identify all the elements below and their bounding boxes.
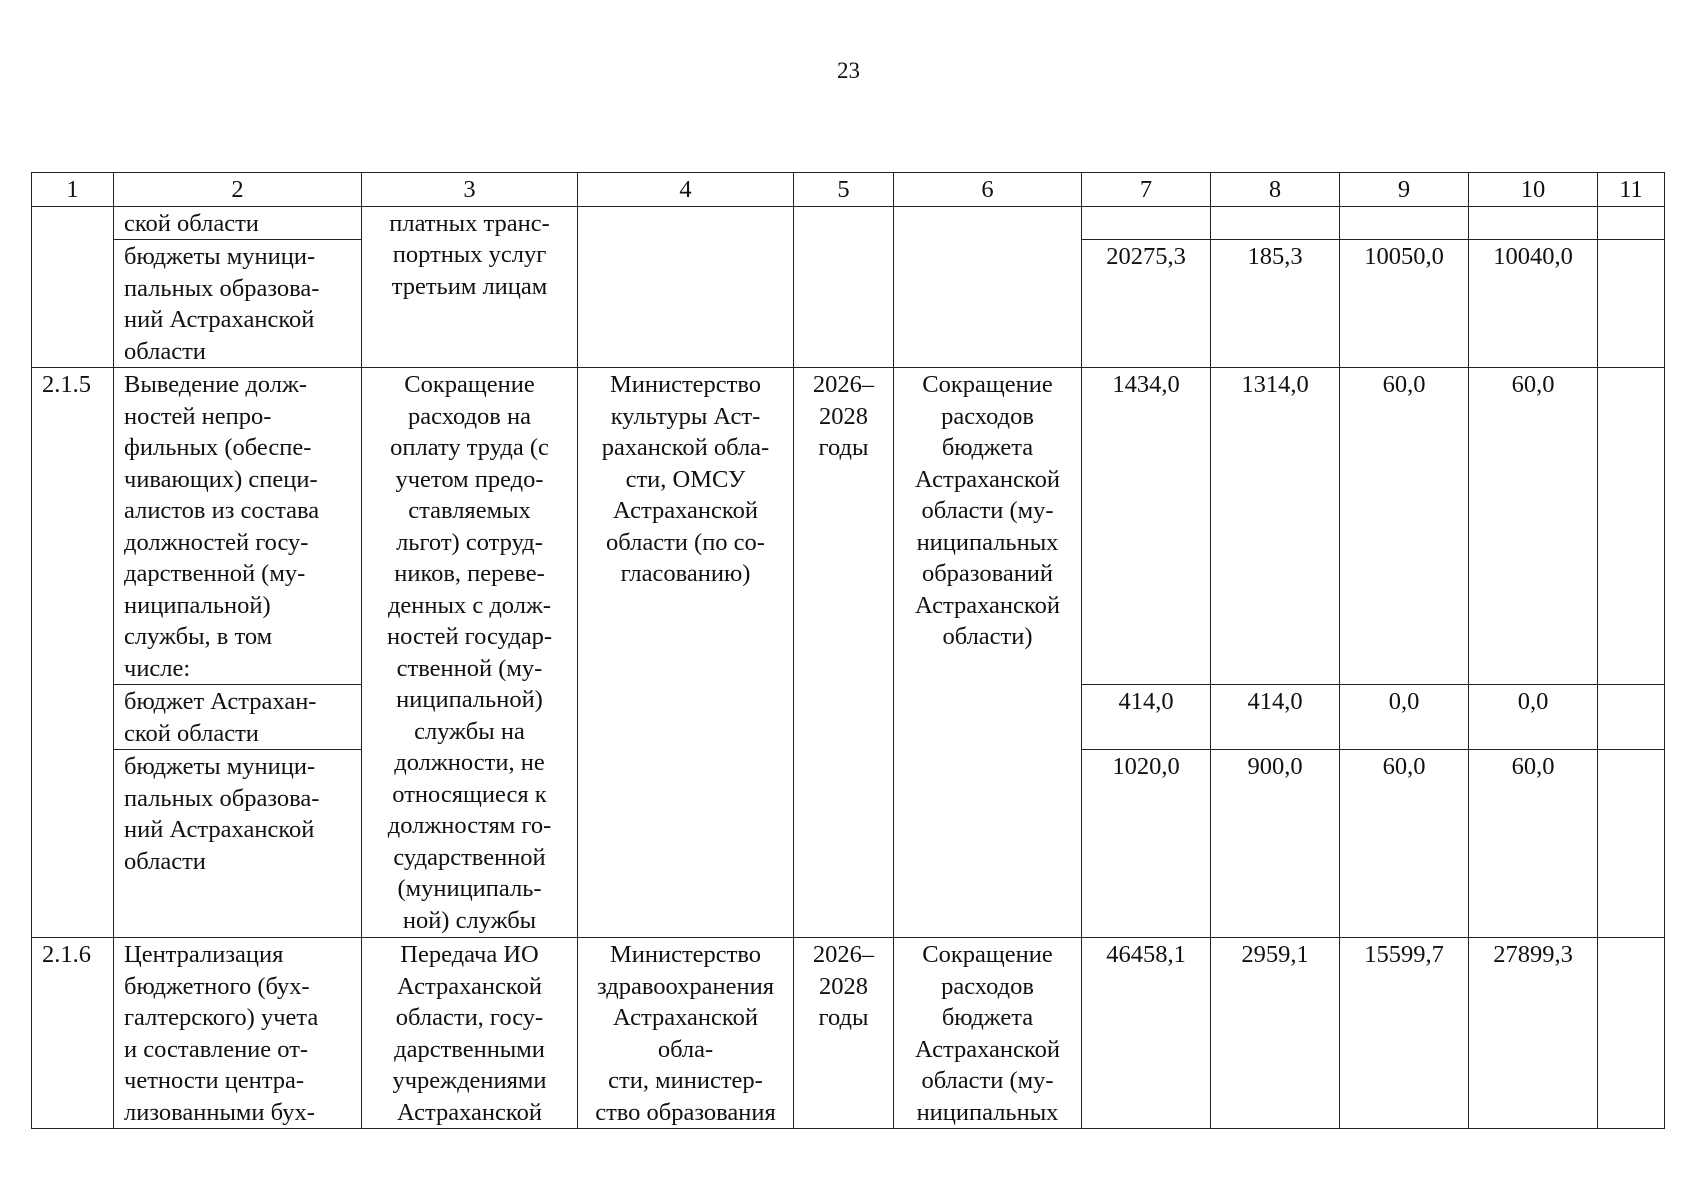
column-number: 8	[1211, 173, 1340, 207]
column-number: 4	[578, 173, 794, 207]
page-number: 23	[837, 58, 860, 83]
column-number: 1	[32, 173, 114, 207]
value-cell: 414,0	[1082, 685, 1211, 750]
expected-result-cell: платных транс- портных услуг третьим лицам	[362, 206, 578, 368]
table-row	[32, 206, 1665, 240]
value-cell: 900,0	[1211, 750, 1340, 938]
executor-cell: Министерство здравоохранения Астраханской обла- сти, министер- ство образования	[578, 938, 794, 1129]
value-cell	[1469, 206, 1598, 240]
value-cell: 0,0	[1469, 685, 1598, 750]
funding-source-cell: ской области	[114, 206, 362, 240]
value-cell	[1598, 685, 1665, 750]
value-cell: 46458,1	[1082, 938, 1211, 1129]
value-cell: 2959,1	[1211, 938, 1340, 1129]
value-cell	[1598, 206, 1665, 240]
column-number: 7	[1082, 173, 1211, 207]
value-cell: 10040,0	[1469, 240, 1598, 368]
table-row	[32, 368, 1665, 685]
table-row	[32, 938, 1665, 1129]
column-number: 9	[1340, 173, 1469, 207]
effect-cell: Сокращение расходов бюджета Астраханской области (му- ниципальных образований Астраханской области)	[894, 368, 1082, 938]
effect-cell: Сокращение расходов бюджета Астраханской области (му- ниципальных	[894, 938, 1082, 1129]
value-cell: 60,0	[1340, 750, 1469, 938]
index-cell	[32, 206, 114, 368]
expected-result-cell: Передача ИО Астраханской области, госу- дарственными учреждениями Астраханской	[362, 938, 578, 1129]
value-cell	[1598, 938, 1665, 1129]
period-cell	[794, 206, 894, 368]
column-number: 6	[894, 173, 1082, 207]
value-cell: 60,0	[1469, 750, 1598, 938]
value-cell: 185,3	[1211, 240, 1340, 368]
value-cell: 20275,3	[1082, 240, 1211, 368]
value-cell	[1598, 368, 1665, 685]
index-cell: 2.1.6	[32, 938, 114, 1129]
value-cell: 27899,3	[1469, 938, 1598, 1129]
value-cell: 0,0	[1340, 685, 1469, 750]
expected-result-cell: Сокращение расходов на оплату труда (с учетом предо- ставляемых льгот) сотруд- ников, переве- денных с долж- ностей государ- ственной (му- ниципальной) службы на должности, не относящиеся к должностям го- сударственной (муниципаль- ной) службы	[362, 368, 578, 938]
column-number: 10	[1469, 173, 1598, 207]
value-cell: 15599,7	[1340, 938, 1469, 1129]
executor-cell: Министерство культуры Аст- раханской обла- сти, ОМСУ Астраханской области (по со- гласованию)	[578, 368, 794, 938]
column-number: 11	[1598, 173, 1665, 207]
funding-source-cell: бюджет Астрахан- ской области	[114, 685, 362, 750]
value-cell: 1314,0	[1211, 368, 1340, 685]
value-cell: 1020,0	[1082, 750, 1211, 938]
value-cell: 10050,0	[1340, 240, 1469, 368]
funding-source-cell: бюджеты муници- пальных образова- ний Астраханской области	[114, 240, 362, 368]
value-cell	[1340, 206, 1469, 240]
value-cell	[1082, 206, 1211, 240]
period-cell: 2026– 2028 годы	[794, 368, 894, 938]
period-cell: 2026– 2028 годы	[794, 938, 894, 1129]
column-number-row	[32, 173, 1665, 207]
measure-name-cell: Выведение долж- ностей непро- фильных (обеспе- чивающих) специ- алистов из состава должностей госу- дарственной (му- ниципальной) службы, в том числе:	[114, 368, 362, 685]
funding-source-cell: бюджеты муници- пальных образова- ний Астраханской области	[114, 750, 362, 938]
value-cell: 60,0	[1469, 368, 1598, 685]
value-cell	[1211, 206, 1340, 240]
value-cell	[1598, 750, 1665, 938]
executor-cell	[578, 206, 794, 368]
column-number: 5	[794, 173, 894, 207]
value-cell: 414,0	[1211, 685, 1340, 750]
measure-name-cell: Централизация бюджетного (бух- галтерского) учета и составление от- четности центра- лизованными бух-	[114, 938, 362, 1129]
value-cell	[1598, 240, 1665, 368]
column-number: 2	[114, 173, 362, 207]
effect-cell	[894, 206, 1082, 368]
column-number: 3	[362, 173, 578, 207]
value-cell: 60,0	[1340, 368, 1469, 685]
budget-measures-table	[31, 172, 1665, 1129]
index-cell: 2.1.5	[32, 368, 114, 938]
value-cell: 1434,0	[1082, 368, 1211, 685]
